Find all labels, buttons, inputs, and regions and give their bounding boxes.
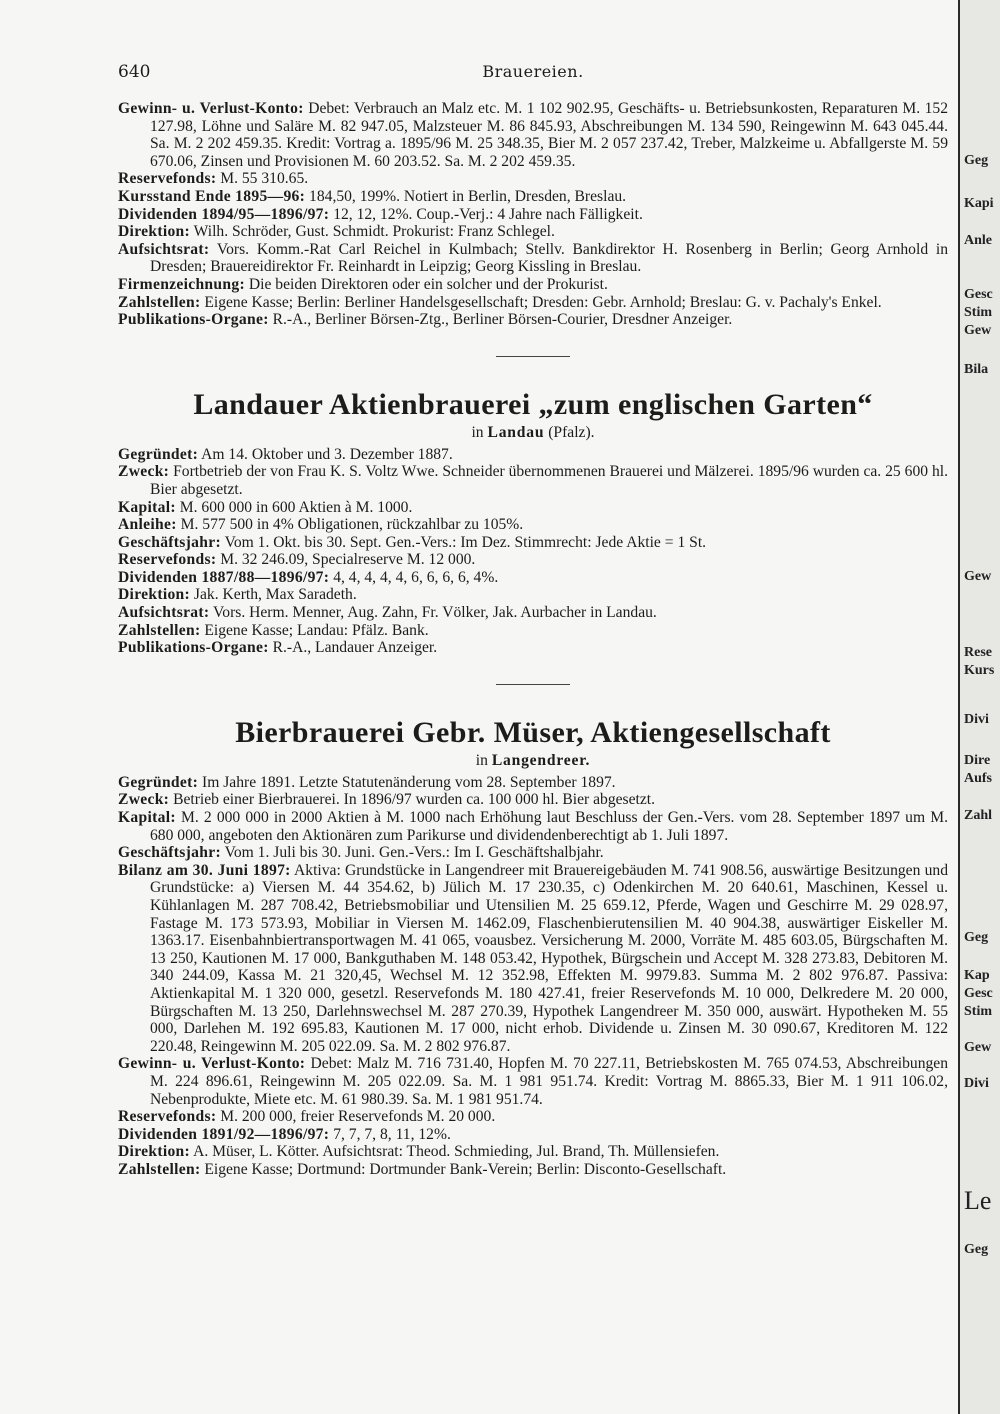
location-prefix: in	[471, 423, 484, 441]
section-divider	[496, 356, 570, 357]
entry-label: Gewinn- u. Verlust-Konto:	[118, 100, 304, 117]
entry-text: Debet: Malz M. 716 731.40, Hopfen M. 70 227.11, Betriebskosten M. 765 074.53, Abschreibungen M. 224 896.61, Reingewinn M. 205 022.09. Sa. M. 1 981 951.74. Kredit: Vortrag M. 8865.33, Bier M. 1 911 106.02, Nebenprodukte, Miete etc. M. 61 980.39. Sa. M. 1 981 951.74.	[150, 1055, 949, 1108]
entry-text: A. Müser, L. Kötter. Aufsichtsrat: Theod. Schmieding, Jul. Brand, Th. Müllensiefen.	[193, 1143, 720, 1161]
entry-text: Eigene Kasse; Dortmund: Dortmunder Bank-Verein; Berlin: Disconto-Gesellschaft.	[204, 1160, 727, 1178]
adjacent-page-fragment: Le	[964, 1186, 992, 1215]
entry-label: Kursstand Ende 1895—96:	[118, 187, 306, 205]
entry-text: Aktiva: Grundstücke in Langendreer mit Brauereigebäuden M. 741 908.56, auswärtige Besitzungen und Grundstücke: a) Viersen M. 44 354.62, b) Jülich M. 17 230.35, c) Odenkirchen M. 20 640.61, Maschinen, Kessel u. Kühlanlagen M. 287 708.42, Betriebsmobiliar und Utensilien M. 25 659.12, Pferde, Wagen und Geschirre M. 29 028.97, Fastage M. 173 573.93, Mobiliar in Viersen M. 1462.09, Flaschenbierutensilien M. 40 904.38, auswärtiger Eiskeller M. 1363.17. Eisenbahnbiertransportwagen M. 41 065, voausbez. Versicherung M. 2000, Vorräte M. 485 603.05, Bürgschaften M. 13 250, Kautionen M. 17 000, Bankguthaben M. 148 053.42, Hypothek, Bürgschein und Accept M. 328 273.83, Debitoren M. 340 244.09, Kassa M. 21 320,45, Wechsel M. 12 352.98, Effekten M. 9979.83. Summa M. 2 802 976.87. Passiva: Aktienkapital M. 1 320 000, gesetzl. Reservefonds M. 180 427.41, freier Reservefonds M. 10 000, Delkredere M. 20 000, Bürgschaften M. 13 250, Darlehnswechsel M. 287 270.39, Hypothek Langendreer M. 350 000, auswärt. Hypotheken M. 55 000, Darlehen M. 192 695.83, Kautionen M. 17 000, nicht erhob. Dividende u. Zinsen M. 30 090.67, Kreditoren M. 122 220.48, Reingewinn M. 205 022.09. Sa. M. 2 802 976.87.	[150, 861, 948, 1055]
entry-label: Dividenden 1887/88—1896/97:	[118, 568, 330, 586]
entry-text: Betrieb einer Bierbrauerei. In 1896/97 wurden ca. 100 000 hl. Bier abgesetzt.	[173, 791, 656, 809]
entry-label: Firmenzeichnung:	[118, 275, 245, 293]
entry-reservefonds	[118, 170, 948, 188]
location-place: Landau	[487, 423, 545, 441]
entry-label: Zahlstellen:	[118, 293, 201, 311]
entry-text: Vom 1. Juli bis 30. Juni. Gen.-Vers.: Im I. Geschäftshalbjahr.	[224, 844, 604, 862]
continued-company-section	[118, 100, 948, 329]
adjacent-page-fragment: Aufs	[964, 771, 993, 786]
adjacent-page-fragment: Gew	[964, 569, 992, 584]
landau-company-section	[118, 387, 948, 657]
entry-aufsichtsrat	[118, 241, 948, 276]
adjacent-page-fragment: Divi	[964, 712, 989, 727]
entry-text: M. 32 246.09, Specialreserve M. 12 000.	[220, 551, 476, 569]
entry-label: Gewinn- u. Verlust-Konto:	[118, 1055, 306, 1073]
adjacent-page-fragment: Geg	[964, 153, 989, 168]
location-prefix: in	[475, 751, 488, 769]
company-location	[118, 751, 948, 771]
entry-label: Publikations-Organe:	[118, 639, 269, 657]
location-suffix: (Pfalz).	[548, 423, 595, 441]
entry-label: Zahlstellen:	[118, 621, 201, 639]
adjacent-page-fragment: Bila	[964, 362, 989, 377]
adjacent-page-fragment: Geg	[964, 930, 989, 945]
entry-kapital	[118, 809, 948, 844]
entry-kursstand	[118, 188, 948, 206]
entry-aufsichtsrat	[118, 604, 948, 622]
entry-text: Eigene Kasse; Berlin: Berliner Handelsgesellschaft; Dresden: Gebr. Arnhold; Breslau: G. v. Pachaly's Enkel.	[204, 293, 882, 311]
entry-text: 7, 7, 7, 8, 11, 12%.	[333, 1125, 451, 1143]
running-head: Brauereien.	[482, 62, 584, 81]
entry-label: Reservefonds:	[118, 1108, 217, 1126]
adjacent-page-fragment: Kapi	[964, 196, 994, 211]
adjacent-page-fragment: Gesc	[964, 986, 993, 1001]
entry-zahlstellen	[118, 294, 948, 312]
entry-text: M. 2 000 000 in 2000 Aktien à M. 1000 nach Erhöhung laut Beschluss der Gen.-Vers. vom 28. September 1897 um M. 680 000, angeboten den Aktionären zum Parikurse und dividendenberechtigt ab 1. Juli 1897.	[150, 809, 948, 844]
adjacent-page-fragment: Kap	[964, 968, 990, 983]
adjacent-page-fragment: Gesc	[964, 287, 993, 302]
adjacent-page-fragment: Gew	[964, 1040, 992, 1055]
adjacent-page-fragment: Divi	[964, 1076, 989, 1091]
entry-text: Vors. Komm.-Rat Carl Reichel in Kulmbach; Stellv. Bankdirektor H. Rosenberg in Berlin; Georg Arnhold in Dresden; Brauereidirektor Fr. Reinhardt in Leipzig; Georg Kissling in Breslau.	[150, 240, 948, 276]
entry-dividenden	[118, 206, 948, 224]
entry-label: Kapital:	[118, 809, 176, 827]
adjacent-page-edge	[958, 0, 1000, 1414]
entry-label: Direktion:	[118, 1143, 191, 1161]
entry-text: M. 55 310.65.	[220, 170, 309, 188]
adjacent-page-fragment: Anle	[964, 233, 992, 248]
entry-direktion	[118, 586, 948, 604]
entry-text: Vors. Herm. Menner, Aug. Zahn, Fr. Völker, Jak. Aurbacher in Landau.	[213, 604, 657, 622]
entry-zahlstellen	[118, 622, 948, 640]
entry-label: Reservefonds:	[118, 551, 217, 569]
entry-dividenden	[118, 1126, 948, 1144]
entry-geschaeftsjahr	[118, 534, 948, 552]
entry-text: M. 577 500 in 4% Obligationen, rückzahlbar zu 105%.	[180, 516, 524, 534]
entry-geschaeftsjahr	[118, 844, 948, 862]
entry-label: Direktion:	[118, 586, 191, 604]
entry-publikations-organe	[118, 311, 948, 329]
entry-label: Direktion:	[118, 223, 191, 241]
entry-text: Wilh. Schröder, Gust. Schmidt. Prokurist: Franz Schlegel.	[193, 223, 555, 241]
adjacent-page-fragment: Kurs	[964, 663, 995, 678]
entry-label: Gegründet:	[118, 773, 199, 791]
entry-label: Zweck:	[118, 463, 170, 481]
entry-label: Aufsichtsrat:	[118, 240, 210, 258]
entry-text: Am 14. Oktober und 3. Dezember 1887.	[201, 445, 453, 463]
entry-text: M. 200 000, freier Reservefonds M. 20 000.	[220, 1108, 496, 1126]
entry-label: Geschäftsjahr:	[118, 844, 221, 862]
entry-direktion	[118, 1143, 948, 1161]
adjacent-page-fragment: Geg	[964, 1242, 989, 1257]
entry-gegruendet	[118, 774, 948, 792]
entry-text: Jak. Kerth, Max Saradeth.	[193, 586, 357, 604]
page-body	[118, 100, 948, 1179]
section-divider	[496, 684, 570, 685]
adjacent-page-fragment: Rese	[964, 645, 992, 660]
entry-text: Fortbetrieb der von Frau K. S. Voltz Wwe. Schneider übernommenen Brauerei und Mälzerei. 1895/96 wurden ca. 25 600 hl. Bier abgesetzt.	[150, 463, 948, 498]
company-title: Landauer Aktienbrauerei „zum englischen Garten“	[193, 387, 873, 421]
adjacent-page-fragment: Stim	[964, 1004, 992, 1019]
page-number: 640	[118, 62, 151, 82]
entry-label: Zahlstellen:	[118, 1160, 201, 1178]
entry-text: 4, 4, 4, 4, 4, 6, 6, 6, 6, 4%.	[333, 568, 499, 586]
entry-dividenden	[118, 569, 948, 587]
entry-text: Eigene Kasse; Landau: Pfälz. Bank.	[204, 621, 429, 639]
entry-label: Bilanz am 30. Juni 1897:	[118, 861, 291, 879]
entry-firmenzeichnung	[118, 276, 948, 294]
entry-label: Dividenden 1894/95—1896/97:	[118, 205, 330, 223]
entry-text: M. 600 000 in 600 Aktien à M. 1000.	[179, 498, 413, 516]
entry-text: 12, 12, 12%. Coup.-Verj.: 4 Jahre nach Fälligkeit.	[333, 205, 643, 223]
entry-label: Anleihe:	[118, 516, 177, 534]
entry-anleihe	[118, 516, 948, 534]
entry-zweck	[118, 791, 948, 809]
mueser-company-section	[118, 715, 948, 1179]
entry-label: Kapital:	[118, 498, 176, 516]
entry-text: R.-A., Berliner Börsen-Ztg., Berliner Börsen-Courier, Dresdner Anzeiger.	[272, 311, 733, 329]
entry-label: Publikations-Organe:	[118, 311, 269, 329]
entry-gewinn-verlust	[118, 1055, 948, 1108]
adjacent-page-fragment: Zahl	[964, 808, 993, 823]
entry-label: Zweck:	[118, 791, 170, 809]
entry-label: Gegründet:	[118, 445, 199, 463]
entry-kapital	[118, 499, 948, 517]
entry-gewinn-verlust	[118, 100, 948, 170]
entry-direktion	[118, 223, 948, 241]
entry-publikations-organe	[118, 639, 948, 657]
entry-label: Dividenden 1891/92—1896/97:	[118, 1125, 330, 1143]
entry-label: Reservefonds:	[118, 170, 217, 188]
entry-reservefonds	[118, 551, 948, 569]
location-place: Langendreer.	[491, 751, 591, 769]
company-location	[118, 423, 948, 443]
adjacent-page-fragment: Dire	[964, 753, 991, 768]
entry-text: R.-A., Landauer Anzeiger.	[272, 639, 438, 657]
adjacent-page-fragment: Gew	[964, 323, 992, 338]
entry-label: Geschäftsjahr:	[118, 533, 221, 551]
page-header	[118, 62, 948, 86]
entry-zahlstellen	[118, 1161, 948, 1179]
entry-reservefonds	[118, 1108, 948, 1126]
entry-text: Im Jahre 1891. Letzte Statutenänderung vom 28. September 1897.	[202, 773, 616, 791]
entry-text: Die beiden Direktoren oder ein solcher und der Prokurist.	[248, 275, 608, 293]
entry-gegruendet	[118, 446, 948, 464]
company-title: Bierbrauerei Gebr. Müser, Aktiengesellschaft	[235, 715, 831, 749]
entry-text: Vom 1. Okt. bis 30. Sept. Gen.-Vers.: Im Dez. Stimmrecht: Jede Aktie = 1 St.	[224, 533, 707, 551]
entry-zweck	[118, 463, 948, 498]
entry-bilanz	[118, 862, 948, 1056]
entry-text: 184,50, 199%. Notiert in Berlin, Dresden, Breslau.	[309, 187, 627, 205]
entry-text: Debet: Verbrauch an Malz etc. M. 1 102 902.95, Geschäfts- u. Betriebsunkosten, Reparaturen M. 152 127.98, Löhne und Saläre M. 82 947.05, Malzsteuer M. 86 845.93, Abschreibungen M. 134 590, Reingewinn M. 643 045.44. Sa. M. 2 202 459.35. Kredit: Vortrag a. 1895/96 M. 25 348.35, Bier M. 2 057 237.42, Treber, Malzkeime u. Abfallgerste M. 59 670.06, Zinsen und Provisionen M. 60 203.52. Sa. M. 2 202 459.35.	[150, 100, 948, 170]
entry-label: Aufsichtsrat:	[118, 604, 210, 622]
adjacent-page-fragment: Stim	[964, 305, 992, 320]
